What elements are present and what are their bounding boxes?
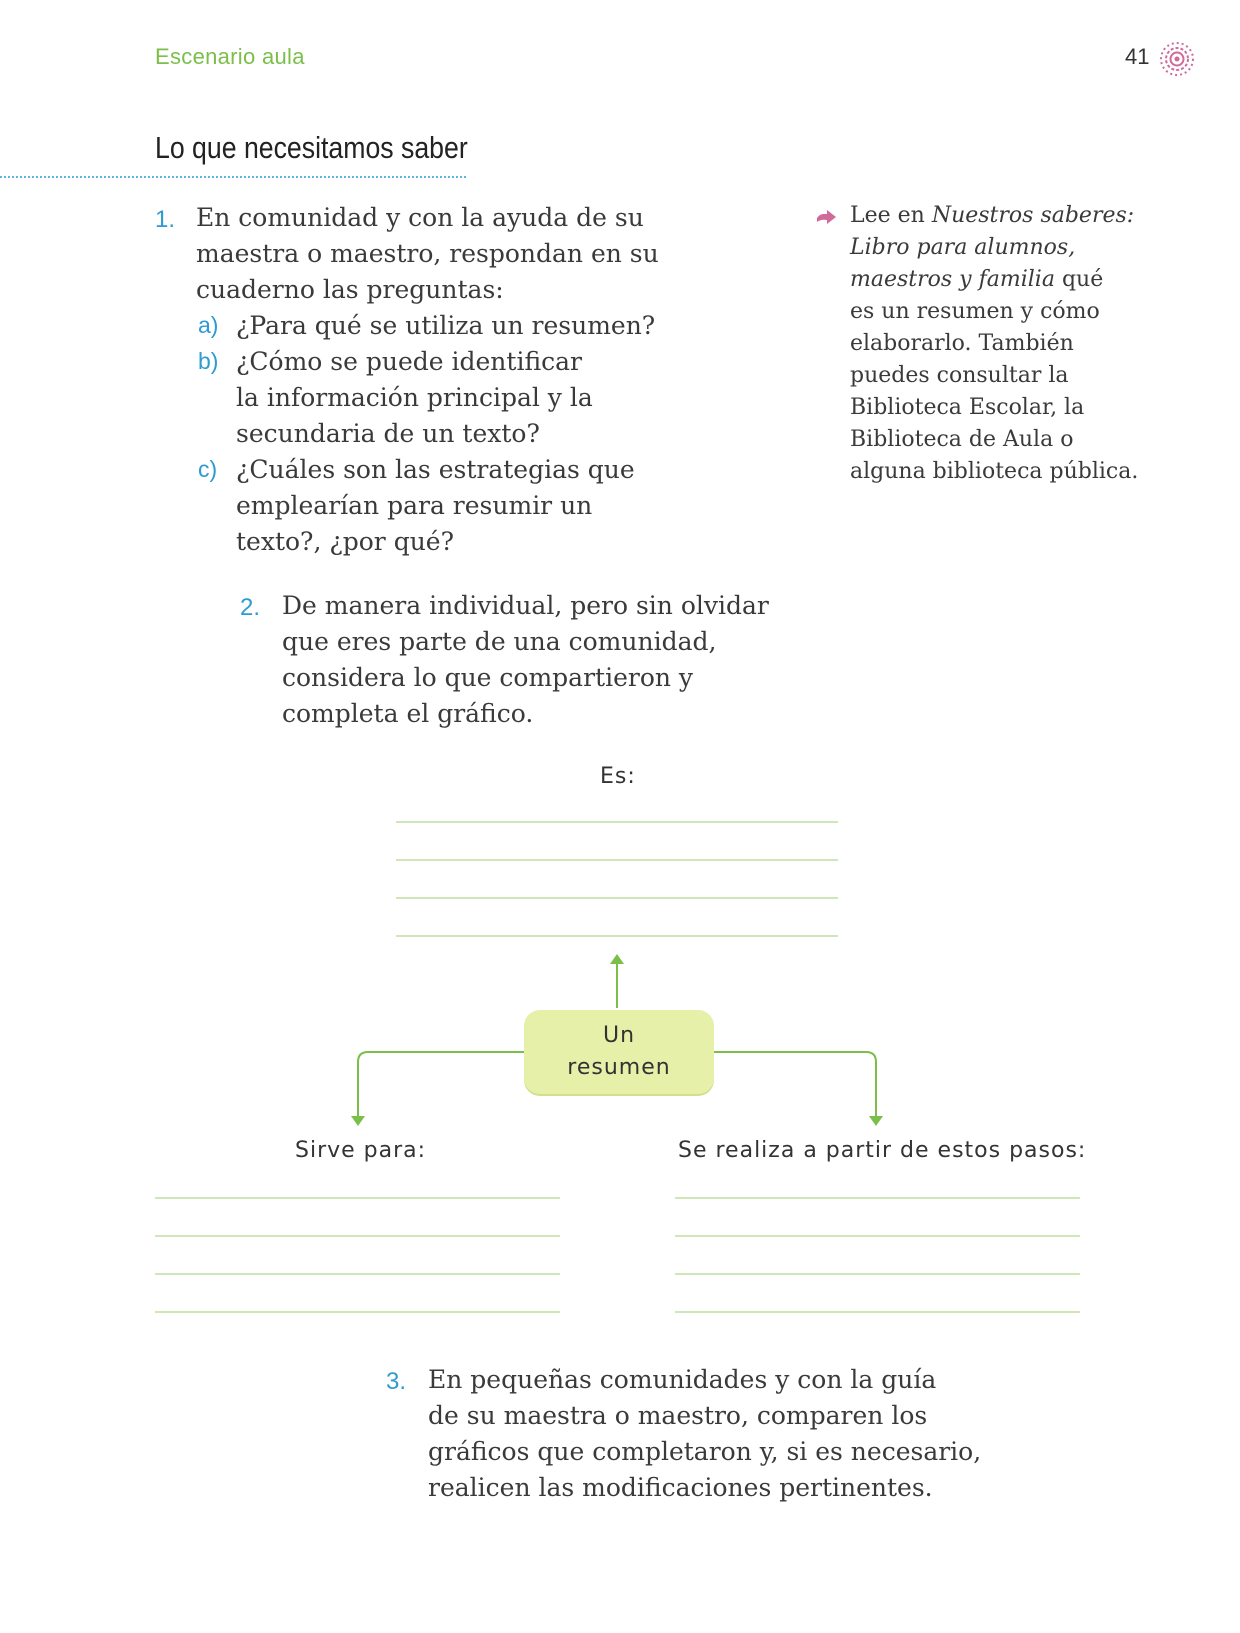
book-title-part: maestros y familia (850, 267, 1055, 292)
diagram-top-label: Es: (600, 764, 636, 789)
question-3-number: 3. (386, 1368, 407, 1395)
text-line: es un resumen y cómo (850, 299, 1100, 324)
question-3-text (428, 1362, 981, 1506)
diagram-left-label: Sirve para: (295, 1138, 427, 1163)
text-line: considera lo que compartieron y (282, 663, 694, 692)
text-line: puedes consultar la (850, 363, 1069, 388)
answer-line[interactable] (155, 1197, 560, 1199)
section-title: Lo que necesitamos saber (155, 130, 468, 165)
text-line: En pequeñas comunidades y con la guía (428, 1365, 937, 1394)
item-letter: c) (198, 456, 218, 482)
note-text: Lee en (850, 203, 932, 228)
text-line: alguna biblioteca pública. (850, 459, 1139, 484)
text-line: En comunidad y con la ayuda de su (196, 203, 644, 232)
answer-line[interactable] (155, 1235, 560, 1237)
question-1-number: 1. (155, 206, 176, 233)
section-label: Escenario aula (155, 44, 305, 69)
book-title-part: Nuestros saberes: (931, 203, 1135, 228)
text-line: completa el gráfico. (282, 699, 534, 728)
text-line: elaborarlo. También (850, 331, 1074, 356)
answer-line[interactable] (675, 1273, 1080, 1275)
diagram-right-label: Se realiza a partir de estos pasos: (678, 1138, 1087, 1163)
text-line: De manera individual, pero sin olvidar (282, 591, 769, 620)
page-number: 41 (1125, 44, 1150, 69)
note-text: qué (1054, 267, 1104, 292)
text-line: ¿Para qué se utiliza un resumen? (236, 311, 656, 340)
text-line: emplearían para resumir un (236, 491, 593, 520)
text-line: maestra o maestro, respondan en su (196, 239, 659, 268)
question-2-number: 2. (240, 594, 261, 621)
text-line: de su maestra o maestro, comparen los (428, 1401, 928, 1430)
item-letter: a) (198, 312, 219, 338)
text-line: secundaria de un texto? (236, 419, 540, 448)
text-line: texto?, ¿por qué? (236, 527, 454, 556)
answer-line[interactable] (675, 1197, 1080, 1199)
answer-line[interactable] (155, 1273, 560, 1275)
text-line: gráficos que completaron y, si es necesario, (428, 1437, 982, 1466)
text-line: Biblioteca de Aula o (850, 427, 1074, 452)
center-concept-box (524, 1010, 714, 1094)
text-line: ¿Cómo se puede identificar (236, 347, 582, 376)
answer-line[interactable] (675, 1235, 1080, 1237)
center-box-line: Un (602, 1023, 636, 1048)
answer-line[interactable] (155, 1311, 560, 1313)
item-letter: b) (198, 348, 219, 374)
book-title-part: Libro para alumnos, (850, 235, 1076, 260)
text-line: Biblioteca Escolar, la (850, 395, 1085, 420)
text-line: cuaderno las preguntas: (196, 275, 504, 304)
center-box-line: resumen (567, 1055, 671, 1080)
text-line: ¿Cuáles son las estrategias que (236, 455, 635, 484)
text-line: que eres parte de una comunidad, (282, 627, 717, 656)
text-line: la información principal y la (236, 383, 593, 412)
text-line: realicen las modificaciones pertinentes. (428, 1473, 933, 1502)
answer-line[interactable] (675, 1311, 1080, 1313)
